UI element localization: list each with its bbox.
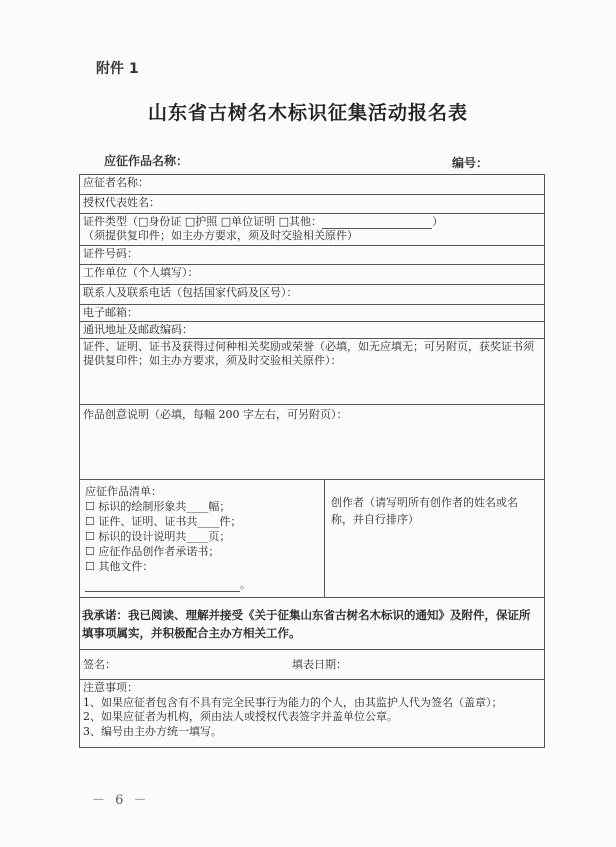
- notes-heading: 注意事项：: [83, 681, 138, 694]
- other-files-blank-line[interactable]: [85, 577, 320, 592]
- id-number-field[interactable]: [80, 245, 544, 264]
- applicant-name-label: 应征者名称：: [83, 176, 149, 189]
- address-label: 通讯地址及邮政编码：: [83, 323, 193, 336]
- note-item: 2、如果应征者为机构，须由法人或授权代表签字并盖单位公章。: [83, 710, 398, 723]
- checklist-item[interactable]: ☐ 标识的绘制形象共____幅；: [85, 500, 231, 513]
- email-label: 电子邮箱：: [83, 306, 138, 319]
- checklist-item[interactable]: ☐ 证件、证明、证书共____件；: [85, 515, 242, 528]
- serial-number-label: 编号：: [452, 156, 489, 170]
- checklist-item[interactable]: ☐ 应征作品创作者承诺书；: [85, 545, 220, 558]
- fill-date-label[interactable]: 填表日期：: [292, 658, 347, 671]
- registration-form-table: [79, 174, 545, 748]
- work-name-label: 应征作品名称：: [104, 154, 189, 168]
- email-field[interactable]: [80, 304, 544, 321]
- representative-name-field[interactable]: [80, 194, 544, 213]
- work-unit-label: 工作单位（个人填写）：: [83, 266, 199, 279]
- id-type-note: （须提供复印件；如主办方要求，须及时交验相关原件）: [83, 229, 358, 242]
- awards-label: 证件、证明、证书及获得过何种相关奖励或荣誉（必填，如无应填无；可另附页，获奖证书须提供复印件；如主办方要求，须及时交验相关原件）：: [83, 340, 534, 367]
- checklist-item[interactable]: ☐ 标识的设计说明共____页；: [85, 530, 231, 543]
- notes-section: [80, 679, 544, 747]
- id-type-field[interactable]: [80, 213, 544, 245]
- other-id-blank[interactable]: [322, 218, 432, 229]
- commitment-text: 我承诺：我已阅读、理解并接受《关于征集山东省古树名木标识的通知》及附件，保证所填事项属实，并积极配合主办方相关工作。: [82, 608, 531, 640]
- address-field[interactable]: [80, 321, 544, 338]
- note-item: 3、编号由主办方统一填写。: [83, 724, 222, 738]
- checklist-tail: 。: [240, 578, 251, 591]
- checklist-heading: 应征作品清单：: [85, 485, 162, 498]
- creator-label: 创作者（请写明所有创作者的姓名或名称，并自行排序）: [331, 496, 518, 526]
- id-type-label: 证件类型（□身份证 □护照 □单位证明 □其他：: [83, 215, 323, 228]
- checklist-creator-section: [80, 479, 544, 597]
- page-number: － 6 －: [92, 793, 150, 808]
- contact-label: 联系人及联系电话（包括国家代码及区号）：: [83, 286, 298, 299]
- work-unit-field[interactable]: [80, 264, 544, 284]
- other-files-blank[interactable]: [85, 581, 240, 592]
- creative-description-label: 作品创意说明（必填，每幅 200 字左右，可另附页）：: [83, 408, 348, 421]
- signature-label[interactable]: 签名：: [83, 658, 116, 671]
- work-checklist: [80, 480, 325, 597]
- representative-name-label: 授权代表姓名：: [83, 196, 160, 209]
- id-number-label: 证件号码：: [83, 247, 138, 260]
- id-type-close: ）: [432, 215, 444, 228]
- annex-label: 附件 1: [96, 61, 139, 77]
- note-item: 1、如果应征者包含有不具有完全民事行为能力的个人，由其监护人代为签名（盖章）；: [83, 695, 503, 709]
- creator-field[interactable]: [325, 480, 544, 597]
- checklist-item[interactable]: ☐ 其他文件：: [85, 560, 154, 573]
- awards-field[interactable]: [80, 338, 544, 404]
- id-type-options: [83, 215, 541, 229]
- form-title: 山东省古树名木标识征集活动报名表: [147, 102, 468, 124]
- applicant-name-field[interactable]: [80, 175, 544, 194]
- signature-row: [80, 649, 544, 679]
- creative-description-field[interactable]: [80, 404, 544, 479]
- contact-field[interactable]: [80, 284, 544, 304]
- commitment-statement: [80, 597, 544, 649]
